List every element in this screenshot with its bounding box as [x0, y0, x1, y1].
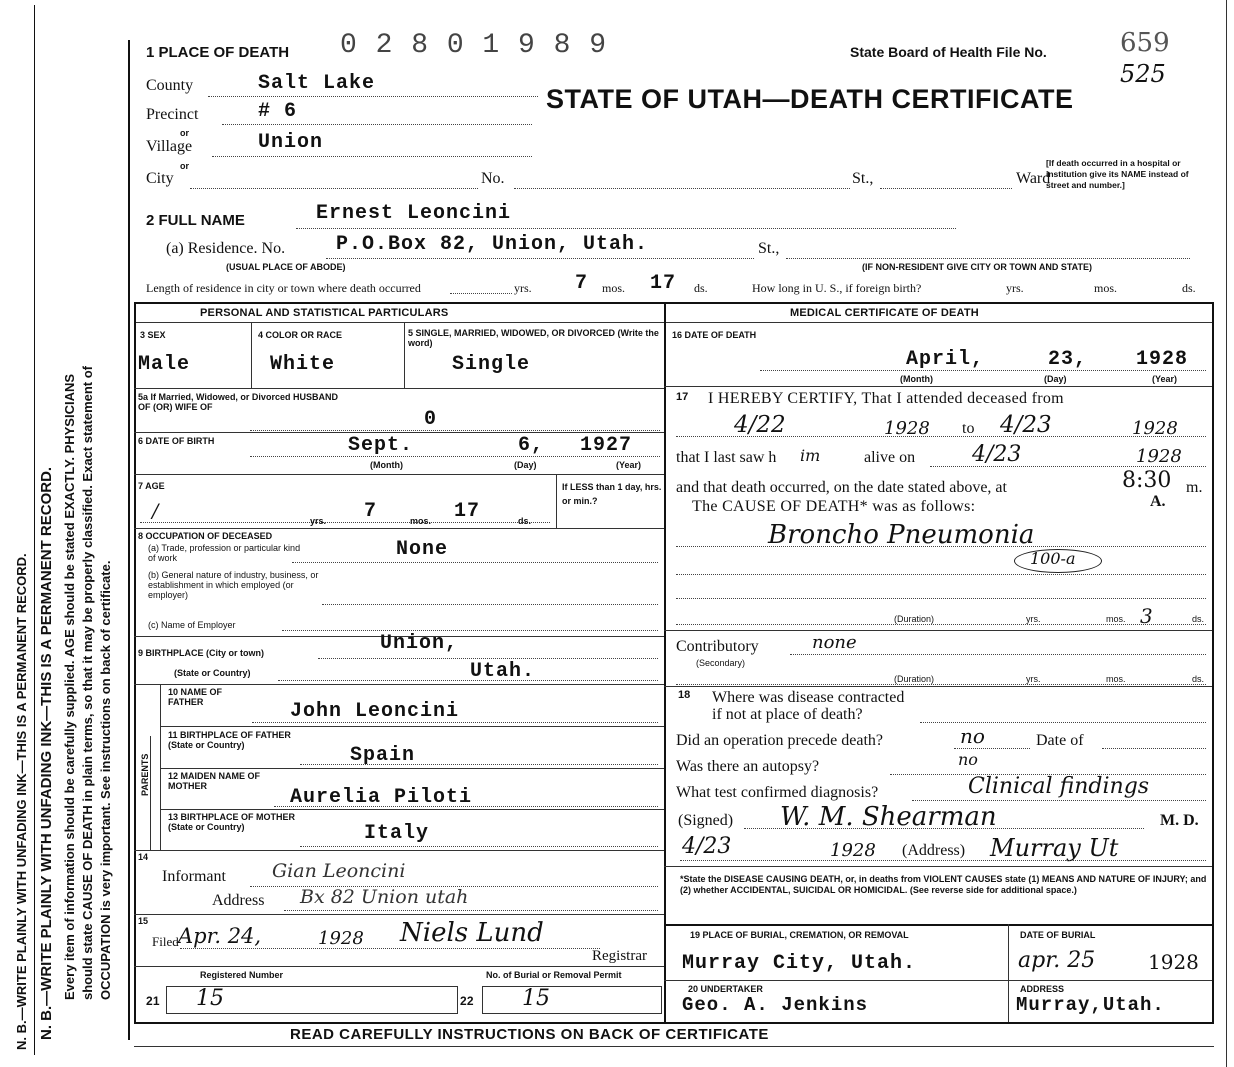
physician-signature: W. M. Shearman [780, 802, 997, 832]
row-lines-3 [134, 474, 664, 475]
dod-day: 23, [1048, 348, 1088, 371]
birthplace-state-label: (State or Country) [174, 668, 251, 678]
occupation-b-label: (b) General nature of industry, business, or establishment in which employed (or employer) [148, 570, 319, 600]
age-line [140, 522, 550, 523]
grid-top [134, 302, 1214, 304]
row-informant [134, 914, 664, 915]
occurred-text: and that death occurred, on the date stated above, at [676, 479, 1007, 496]
length-mos-label: mos. [602, 281, 626, 295]
city-line [190, 188, 478, 189]
dob-day-label: (Day) [514, 460, 537, 470]
father-line [252, 722, 658, 723]
age-yrs-value: / [152, 500, 159, 522]
color-value: White [270, 353, 336, 376]
disease-num: 18 [678, 689, 691, 701]
test-value: Clinical findings [968, 774, 1150, 799]
length-line [450, 293, 512, 294]
color-col-div [404, 322, 405, 388]
side-note-3: Every item of information should be carefully supplied. AGE should be stated EXACTLY. PHYSICIANS [62, 373, 77, 1000]
cause-code: 100-a [1030, 549, 1076, 568]
no-line [514, 188, 850, 189]
num-21: 21 [146, 994, 160, 1008]
residence-st-line [786, 258, 1190, 259]
occupation-c-line [282, 630, 658, 631]
grid-left [134, 302, 136, 1024]
father-bp-line [300, 764, 658, 765]
cause-line-2 [676, 574, 1206, 575]
certificate-title: STATE OF UTAH—DEATH CERTIFICATE [546, 84, 1074, 114]
less-div [556, 474, 557, 528]
row-fatherbp [160, 768, 664, 769]
place-of-death-label: 1 PLACE OF DEATH [146, 44, 290, 61]
registrar-label: Registrar [592, 948, 647, 964]
informant-address-label: Address [212, 892, 265, 909]
duration-label-1: (Duration) [894, 614, 935, 624]
marital-label: 5 SINGLE, MARRIED, WIDOWED, OR DIVORCED (Write the word) [408, 328, 659, 348]
precinct-value: # 6 [258, 100, 298, 123]
age-label: 7 AGE [138, 481, 165, 491]
duration-yrs-1: yrs. [1026, 614, 1041, 624]
howlong-yrs: yrs. [1006, 281, 1024, 295]
certify-text: I HEREBY CERTIFY, That I attended deceased from [708, 390, 1064, 407]
md-label: M. D. [1160, 812, 1199, 829]
residence-label: (a) Residence. No. [166, 240, 286, 257]
instructions-footer: READ CAREFULLY INSTRUCTIONS ON BACK OF CERTIFICATE [290, 1026, 769, 1043]
sex-label: 3 SEX [140, 330, 166, 340]
filed-year: 1928 [318, 928, 364, 949]
precinct-label: Precinct [146, 106, 199, 123]
dod-line [760, 370, 1206, 371]
ward-label: Ward [1016, 170, 1051, 187]
footnote: *State the DISEASE CAUSING DEATH, or, in deaths from VIOLENT CAUSES state (1) MEANS AND NATURE OF INJURY; and (2) whether ACCIDENTAL, SUICIDAL OR HOMICIDAL. (See reverse side for additional space.) [680, 874, 1207, 895]
side-border-2 [128, 40, 130, 1040]
row-lines-6 [134, 684, 664, 685]
time-suffix: m. [1186, 479, 1203, 496]
or-label-1: or [180, 128, 189, 138]
father-bp-value: Spain [350, 744, 416, 767]
address-line [680, 860, 1206, 861]
mother-bp-line [300, 846, 658, 847]
from-line [676, 436, 1206, 437]
dob-year-label: (Year) [616, 460, 642, 470]
parents-col2 [150, 736, 151, 850]
mother-bp-value: Italy [364, 822, 430, 845]
signed-year: 1928 [830, 840, 876, 861]
full-name-label: 2 FULL NAME [146, 212, 245, 229]
dob-month-label: (Month) [370, 460, 403, 470]
grid-subtop [134, 322, 1214, 323]
contributory-label: Contributory [676, 638, 759, 655]
birthplace-line [318, 658, 658, 659]
row-lines-4 [134, 528, 664, 529]
burial-place-value: Murray City, Utah. [682, 952, 917, 975]
signed-date: 4/23 [682, 834, 732, 859]
occupation-a-label: (a) Trade, profession or particular kind of work [148, 543, 301, 563]
mother-bp-label: 13 BIRTHPLACE OF MOTHER (State or Country) [168, 812, 296, 832]
full-name-line [296, 228, 956, 229]
parents-col [160, 684, 161, 850]
county-line [208, 96, 538, 97]
filed-num: 15 [138, 916, 149, 926]
burial-permit-value: 15 [522, 986, 550, 1011]
registrar-signature: Niels Lund [400, 918, 544, 948]
occupation-line [292, 562, 658, 563]
side-note-2: N. B.—WRITE PLAINLY WITH UNFADING INK—THIS IS A PERMANENT RECORD. [38, 466, 55, 1040]
grid-right [1212, 302, 1214, 1024]
date-of-label: Date of [1036, 732, 1084, 749]
mother-value: Aurelia Piloti [290, 786, 473, 809]
operation-value: no [960, 724, 985, 748]
burial-year-value: 1928 [1148, 950, 1199, 974]
operation-line [954, 748, 1030, 749]
birthplace-state: Utah. [470, 660, 536, 683]
row-filed [134, 966, 664, 967]
age-ds-label: ds. [518, 516, 532, 526]
reg-number-value: 15 [196, 986, 224, 1011]
physician-address: Murray Ut [990, 834, 1119, 862]
occupation-b-line [322, 604, 658, 605]
signed-label: (Signed) [678, 812, 734, 829]
cause-line-3 [676, 598, 1206, 599]
age-mos-label: mos. [410, 516, 432, 526]
dod-year: 1928 [1136, 348, 1189, 371]
residence-st-label: St., [758, 240, 780, 257]
test-q: What test confirmed diagnosis? [676, 784, 879, 801]
informant-address-value: Bx 82 Union utah [300, 886, 469, 908]
father-bp-label: 11 BIRTHPLACE OF FATHER (State or Country) [168, 730, 291, 750]
disease-q1: Where was disease contracted [712, 689, 905, 706]
burial-permit-label: No. of Burial or Removal Permit [486, 970, 622, 980]
stamp-number: 0 2 8 0 1 9 8 9 [340, 30, 608, 61]
full-name-value: Ernest Leoncini [316, 202, 512, 225]
to-label: to [962, 420, 975, 437]
burial-place-label: 19 PLACE OF BURIAL, CREMATION, OR REMOVAL [690, 930, 909, 940]
autopsy-value: no [958, 750, 978, 769]
dod-month: April, [906, 348, 985, 371]
contributory-line [790, 654, 1206, 655]
duration-mos-1: mos. [1106, 614, 1126, 624]
color-label: 4 COLOR OR RACE [258, 330, 343, 340]
length-ds-value: 17 [650, 272, 677, 295]
alive-on-value: 4/23 [972, 442, 1022, 467]
row-motherbp [134, 850, 664, 851]
secondary-label: (Secondary) [696, 658, 746, 668]
row-dod [664, 386, 1212, 387]
occupation-value: None [396, 538, 449, 561]
row-mother [160, 809, 664, 810]
nonresident-label: (IF NON-RESIDENT GIVE CITY OR TOWN AND STATE) [862, 262, 1093, 272]
row-lines-1 [134, 388, 664, 389]
mother-label: 12 MAIDEN NAME OF MOTHER [168, 771, 261, 791]
dob-month: Sept. [348, 434, 414, 457]
spouse-label: 5a If Married, Widowed, or Divorced HUSBAND OF (OR) WIFE OF [138, 392, 338, 412]
duration-line-2 [676, 684, 1206, 685]
st-line [880, 188, 1012, 189]
filed-line [180, 948, 600, 949]
disease-line [920, 722, 1206, 723]
duration-ds-1: ds. [1192, 614, 1205, 624]
parents-label: PARENTS [140, 753, 150, 796]
dod-month-label: (Month) [900, 374, 933, 384]
spouse-line [250, 430, 660, 431]
side-note-1: N. B.—WRITE PLAINLY WITH UNFADING INK—THIS IS A PERMANENT RECORD. [14, 553, 29, 1050]
less-label: If LESS than 1 day, hrs. or min.? [562, 482, 662, 506]
residence-line [326, 258, 754, 259]
operation-q: Did an operation precede death? [676, 732, 884, 749]
undertaker-address-label: ADDRESS [1020, 984, 1065, 994]
from-year: 1928 [884, 418, 930, 439]
st-label: St., [852, 170, 874, 187]
dob-year: 1927 [580, 434, 633, 457]
length-ds-label: ds. [694, 281, 708, 295]
address-label: (Address) [902, 842, 966, 859]
dod-label: 16 DATE OF DEATH [672, 330, 757, 340]
row-cause [664, 630, 1212, 631]
row-contributory [664, 686, 1212, 687]
row-footnote [664, 924, 1212, 926]
num-22: 22 [460, 994, 474, 1008]
mother-line [274, 806, 658, 807]
occupation-c-label: (c) Name of Employer [148, 620, 236, 630]
city-label: City [146, 170, 174, 187]
spouse-value: 0 [424, 408, 438, 431]
howlong-ds: ds. [1182, 281, 1196, 295]
dod-day-label: (Day) [1044, 374, 1067, 384]
row-signed [664, 866, 1212, 867]
dob-label: 6 DATE OF BIRTH [138, 436, 215, 446]
ward-note: [If death occurred in a hospital or institution give its NAME instead of street and number.] [1046, 158, 1189, 190]
footer-rule [134, 1046, 1214, 1047]
burial-permit-box [482, 986, 662, 1014]
duration-yrs-2: yrs. [1026, 674, 1041, 684]
duration-ds-2: ds. [1192, 674, 1205, 684]
time-ampm: A. [1150, 493, 1166, 510]
burial-date-div [1008, 924, 1009, 1022]
filed-date: Apr. 24, [178, 924, 262, 948]
birthplace-city: Union, [380, 632, 459, 655]
informant-address-line [284, 910, 658, 911]
village-label: Village [146, 138, 193, 155]
father-value: John Leoncini [290, 700, 460, 723]
file-number-2: 525 [1120, 60, 1166, 88]
village-line [212, 156, 532, 157]
informant-num: 14 [138, 852, 149, 862]
grid-mid [664, 302, 666, 1024]
burial-date-label: DATE OF BURIAL [1020, 930, 1096, 940]
to-year: 1928 [1132, 418, 1178, 439]
birthplace-label: 9 BIRTHPLACE (City or town) [138, 648, 264, 658]
medical-section-title: MEDICAL CERTIFICATE OF DEATH [790, 307, 979, 319]
certify-num: 17 [676, 391, 689, 403]
date-of-line [1102, 748, 1206, 749]
dob-day: 6, [518, 434, 545, 457]
howlong-label: How long in U. S., if foreign birth? [752, 281, 922, 295]
county-label: County [146, 77, 194, 94]
file-number: 659 [1120, 28, 1170, 58]
age-mos-value: 7 [364, 500, 378, 523]
dod-year-label: (Year) [1152, 374, 1178, 384]
father-label: 10 NAME OF FATHER [168, 687, 223, 707]
no-label: No. [481, 170, 505, 187]
howlong-mos: mos. [1094, 281, 1118, 295]
duration-mos-2: mos. [1106, 674, 1126, 684]
alive-on-label: alive on [864, 449, 916, 466]
informant-label: Informant [162, 868, 226, 885]
duration-mos-value: 3 [1140, 604, 1153, 628]
length-mos-value: 7 [575, 272, 589, 295]
side-note-4: should state CAUSE OF DEATH in plain terms, so that it may be properly classified. Exact statement of [80, 365, 95, 1000]
contributory-value: none [812, 632, 857, 653]
grid-bottom [134, 1022, 1214, 1024]
side-note-5: OCCUPATION is very important. See instructions on back of certificate. [98, 560, 113, 1000]
usual-place-label: (USUAL PLACE OF ABODE) [226, 262, 346, 272]
birthplace-state-line [278, 680, 658, 681]
residence-value: P.O.Box 82, Union, Utah. [336, 233, 649, 256]
undertaker-label: 20 UNDERTAKER [688, 984, 763, 994]
dob-line [250, 456, 660, 457]
personal-section-title: PERSONAL AND STATISTICAL PARTICULARS [200, 307, 449, 319]
row-lines-2 [134, 432, 664, 433]
sex-value: Male [138, 353, 191, 376]
village-value: Union [258, 131, 324, 154]
signed-line [744, 828, 1144, 829]
row-burial [664, 980, 1212, 981]
file-label: State Board of Health File No. [850, 44, 1047, 60]
length-yrs-label: yrs. [514, 281, 532, 295]
last-saw-hand: im [800, 446, 821, 465]
precinct-line [222, 124, 532, 125]
side-border [34, 5, 35, 1055]
length-residence-label: Length of residence in city or town where death occurred [146, 281, 421, 295]
age-yrs-label: yrs. [310, 516, 327, 526]
alive-on-year: 1928 [1136, 446, 1182, 467]
sex-col-div [251, 322, 252, 388]
alive-line [930, 466, 1206, 467]
undertaker-address-value: Murray,Utah. [1016, 994, 1165, 1016]
undertaker-value: Geo. A. Jenkins [682, 994, 869, 1016]
cause-value: Broncho Pneumonia [768, 520, 1035, 550]
autopsy-q: Was there an autopsy? [676, 758, 820, 775]
duration-label-2: (Duration) [894, 674, 935, 684]
last-saw-text: that I last saw h [676, 449, 777, 466]
right-edge [1226, 0, 1227, 1067]
filed-label: Filed [152, 934, 179, 949]
or-label-2: or [180, 161, 189, 171]
from-date: 4/22 [734, 412, 786, 438]
occupation-label: 8 OCCUPATION OF DECEASED [138, 531, 273, 541]
informant-value: Gian Leoncini [272, 860, 406, 882]
test-line [912, 800, 1206, 801]
marital-value: Single [452, 353, 531, 376]
duration-line-1 [676, 624, 1206, 625]
county-value: Salt Lake [258, 72, 376, 95]
disease-q2: if not at place of death? [712, 706, 863, 723]
burial-date-value: apr. 25 [1018, 948, 1096, 973]
reg-number-label: Registered Number [200, 970, 284, 980]
age-ds-value: 17 [454, 500, 481, 523]
cause-line [676, 546, 1206, 547]
to-date: 4/23 [1000, 412, 1052, 438]
cause-label: The CAUSE OF DEATH* was as follows: [692, 498, 976, 515]
time-value: 8:30 [1122, 468, 1172, 493]
row-father [160, 726, 664, 727]
